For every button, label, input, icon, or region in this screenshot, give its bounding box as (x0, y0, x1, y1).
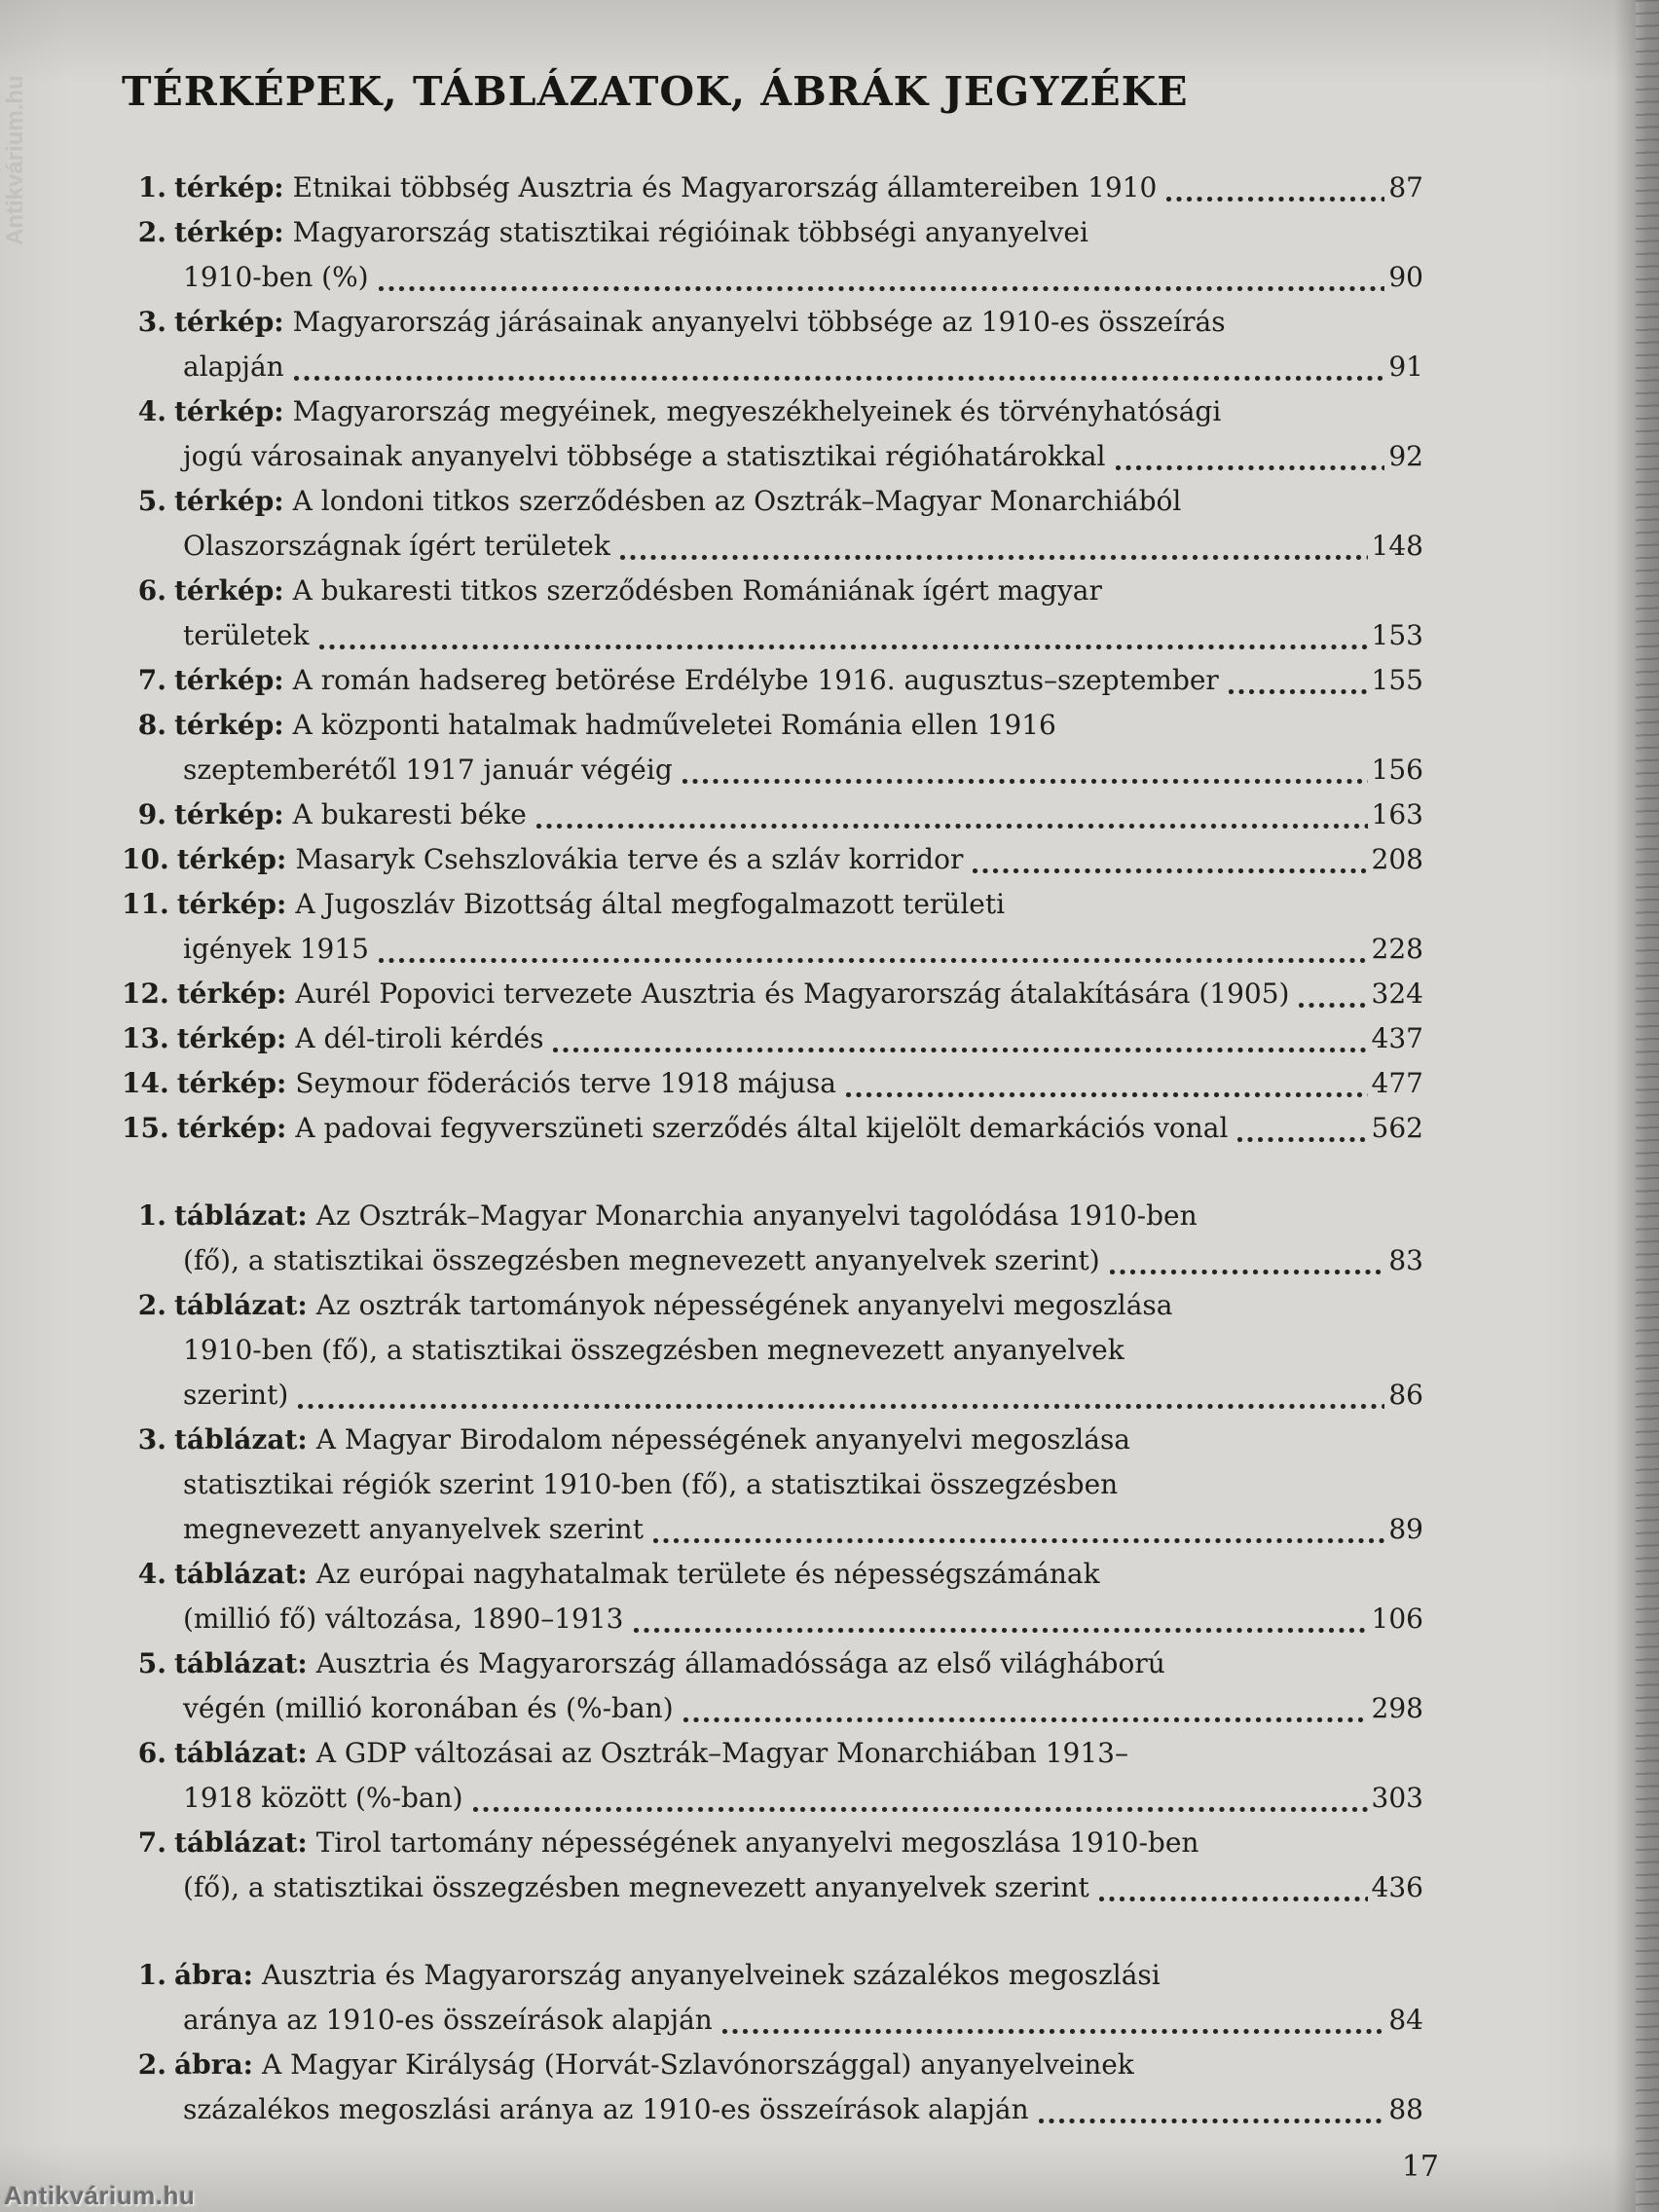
toc-entry (122, 793, 1423, 837)
dot-leader (722, 2029, 1385, 2034)
toc-line (122, 389, 1423, 434)
dot-leader (319, 645, 1368, 649)
entry-number: 4. (137, 1558, 166, 1590)
toc-line (122, 166, 1423, 210)
entry-kind-label: táblázat: (174, 1737, 308, 1769)
entry-title-text: A központi hatalmak hadműveletei Románia ellen 1916 (292, 709, 1056, 741)
entry-kind-label: térkép: (174, 485, 284, 517)
toc-entry (122, 2043, 1423, 2132)
toc-line (122, 210, 1423, 255)
entry-title-text: Masaryk Csehszlovákia terve és a szláv korridor (295, 843, 964, 875)
dot-leader (1116, 465, 1385, 470)
entry-kind-label: térkép: (176, 888, 287, 920)
toc-entry (122, 1821, 1423, 1910)
entry-title-text: Ausztria és Magyarország anyanyelveinek százalékos megoszlási (261, 1959, 1161, 1991)
entry-number: 11. (122, 888, 169, 920)
entry-number: 5. (137, 1647, 166, 1679)
toc-line (122, 748, 1423, 793)
dot-leader (634, 1628, 1368, 1633)
toc-line (122, 1328, 1423, 1373)
entry-kind-label: térkép: (174, 395, 284, 427)
entry-kind-label: táblázat: (174, 1647, 308, 1679)
entry-title-text: A londoni titkos szerződésben az Osztrák–Magyar Monarchiából (292, 485, 1182, 517)
entry-kind-label: térkép: (174, 798, 284, 830)
dot-leader (682, 779, 1368, 784)
toc-line (122, 479, 1423, 524)
entry-title-text: A Magyar Birodalom népességének anyanyelvi megoszlása (315, 1423, 1131, 1456)
toc-entry (122, 1552, 1423, 1641)
entry-title-text: megnevezett anyanyelvek szerint (183, 1513, 644, 1545)
toc-line (122, 2087, 1423, 2132)
entry-kind-label: térkép: (174, 574, 284, 607)
entry-page-number: 84 (1388, 2004, 1423, 2036)
page-edge-shadow (1614, 0, 1636, 2212)
toc-line (122, 972, 1423, 1016)
toc-entry (122, 882, 1423, 972)
toc-line (122, 613, 1423, 658)
entry-title-text: A bukaresti béke (292, 798, 527, 830)
toc-list (122, 166, 1423, 2132)
toc-line (122, 1731, 1423, 1776)
toc-line (122, 1865, 1423, 1910)
toc-line (122, 1462, 1423, 1507)
dot-leader (1237, 1137, 1367, 1142)
dot-leader (298, 1404, 1384, 1409)
entry-number: 3. (137, 306, 166, 338)
entry-kind-label: térkép: (174, 306, 284, 338)
toc-entry (122, 658, 1423, 703)
toc-line (122, 1418, 1423, 1462)
toc-line (122, 2043, 1423, 2087)
dot-leader (683, 1717, 1368, 1722)
toc-entry (122, 1061, 1423, 1106)
toc-line (122, 1238, 1423, 1283)
entry-kind-label: táblázat: (174, 1826, 308, 1859)
entry-title-text: 1918 között (%-ban) (183, 1782, 463, 1814)
dot-leader (1229, 689, 1368, 694)
entry-page-number: 228 (1371, 933, 1423, 965)
toc-line (122, 1194, 1423, 1238)
toc-line (122, 1016, 1423, 1061)
watermark-bottom-left: Antikvárium.hu (4, 2181, 196, 2210)
toc-line (122, 837, 1423, 882)
entry-title-text: Magyarország járásainak anyanyelvi többsége az 1910-es összeírás (292, 306, 1226, 338)
toc-entry (122, 972, 1423, 1016)
entry-title-text: Etnikai többség Ausztria és Magyarország államtereiben 1910 (292, 171, 1158, 203)
toc-entry (122, 166, 1423, 210)
dot-leader (846, 1092, 1368, 1097)
dot-leader (473, 1807, 1368, 1812)
entry-title-text: jogú városainak anyanyelvi többsége a statisztikai régióhatárokkal (183, 440, 1106, 472)
toc-entry (122, 1106, 1423, 1151)
dot-leader (294, 376, 1385, 381)
toc-line (122, 434, 1423, 479)
entry-kind-label: ábra: (174, 2048, 253, 2081)
dot-leader (379, 286, 1385, 291)
toc-line (122, 1953, 1423, 1998)
entry-page-number: 86 (1388, 1379, 1423, 1411)
toc-line (122, 658, 1423, 703)
entry-page-number: 324 (1371, 977, 1423, 1010)
entry-title-text: A dél-tiroli kérdés (295, 1022, 544, 1054)
entry-title-text: szerint) (183, 1379, 289, 1411)
toc-line (122, 1373, 1423, 1418)
entry-page-number: 163 (1371, 798, 1423, 830)
toc-entry (122, 479, 1423, 569)
toc-line (122, 1776, 1423, 1821)
entry-kind-label: térkép: (176, 977, 287, 1010)
entry-kind-label: térkép: (176, 843, 287, 875)
toc-entry (122, 703, 1423, 793)
page-number: 17 (1401, 2150, 1439, 2184)
entry-number: 7. (137, 1826, 166, 1859)
entry-page-number: 91 (1388, 350, 1423, 383)
entry-title-text: Ausztria és Magyarország államadóssága az első világháború (315, 1647, 1165, 1679)
entry-title-text: Az európai nagyhatalmak területe és népességszámának (315, 1558, 1100, 1590)
toc-line (122, 255, 1423, 300)
toc-entry (122, 1641, 1423, 1731)
entry-title-text: aránya az 1910-es összeírások alapján (183, 2004, 713, 2036)
entry-page-number: 437 (1371, 1022, 1423, 1054)
entry-title-text: Magyarország megyéinek, megyeszékhelyeinek és törvényhatósági (292, 395, 1222, 427)
entry-page-number: 90 (1388, 261, 1423, 293)
toc-line (122, 524, 1423, 569)
toc-line (122, 927, 1423, 972)
entry-title-text: Seymour föderációs terve 1918 májusa (295, 1067, 836, 1099)
entry-title-text: A Magyar Királyság (Horvát-Szlavónországgal) anyanyelveinek (261, 2048, 1134, 2081)
toc-entry (122, 569, 1423, 658)
dot-leader (379, 958, 1368, 963)
entry-page-number: 83 (1388, 1244, 1423, 1276)
dot-leader (1039, 2119, 1385, 2123)
entry-number: 14. (122, 1067, 169, 1099)
toc-line (122, 345, 1423, 389)
entry-number: 6. (137, 574, 166, 607)
dot-leader (536, 824, 1368, 829)
dot-leader (1110, 1270, 1385, 1274)
entry-page-number: 436 (1371, 1871, 1423, 1903)
toc-line (122, 1821, 1423, 1865)
dot-leader (1299, 1003, 1367, 1008)
entry-kind-label: térkép: (174, 216, 284, 248)
entry-title-text: Tirol tartomány népességének anyanyelvi megoszlása 1910-ben (315, 1826, 1199, 1859)
entry-kind-label: térkép: (174, 171, 284, 203)
entry-number: 5. (137, 485, 166, 517)
entry-page-number: 89 (1388, 1513, 1423, 1545)
entry-title-text: (fő), a statisztikai összegzésben megnevezett anyanyelvek szerint) (183, 1244, 1100, 1276)
entry-number: 1. (137, 1959, 166, 1991)
entry-page-number: 155 (1371, 664, 1423, 696)
entry-title-text: A román hadsereg betörése Erdélybe 1916. augusztus–szeptember (292, 664, 1219, 696)
entry-title-text: A GDP változásai az Osztrák–Magyar Monarchiában 1913– (315, 1737, 1128, 1769)
entry-page-number: 208 (1371, 843, 1423, 875)
entry-number: 10. (122, 843, 169, 875)
entry-title-text: Magyarország statisztikai régióinak többségi anyanyelvei (292, 216, 1088, 248)
entry-number: 12. (122, 977, 169, 1010)
entry-title-text: A bukaresti titkos szerződésben Romániának ígért magyar (292, 574, 1102, 607)
entry-title-text: végén (millió koronában és (%-ban) (183, 1692, 674, 1724)
toc-line (122, 1686, 1423, 1731)
entry-page-number: 477 (1371, 1067, 1423, 1099)
toc-entry (122, 1016, 1423, 1061)
entry-page-number: 106 (1371, 1603, 1423, 1635)
entry-kind-label: ábra: (174, 1959, 253, 1991)
toc-line (122, 1641, 1423, 1686)
entry-title-text: (fő), a statisztikai összegzésben megnevezett anyanyelvek szerint (183, 1871, 1089, 1903)
toc-entry (122, 1953, 1423, 2043)
toc-line (122, 703, 1423, 748)
entry-page-number: 92 (1388, 440, 1423, 472)
entry-title-text: Az osztrák tartományok népességének anyanyelvi megoszlása (315, 1289, 1173, 1321)
book-page-edge (1636, 0, 1659, 2212)
toc-entry (122, 210, 1423, 300)
entry-number: 8. (137, 709, 166, 741)
entry-title-text: 1910-ben (fő), a statisztikai összegzésben megnevezett anyanyelvek (183, 1334, 1124, 1366)
dot-leader (973, 868, 1367, 873)
section-maps (122, 166, 1423, 1151)
entry-title-text: területek (183, 619, 310, 651)
toc-line (122, 1507, 1423, 1552)
toc-line (122, 793, 1423, 837)
entry-number: 13. (122, 1022, 169, 1054)
entry-page-number: 88 (1388, 2093, 1423, 2125)
page-content (122, 68, 1439, 2184)
toc-line (122, 1283, 1423, 1328)
toc-line (122, 1597, 1423, 1641)
toc-entry (122, 1283, 1423, 1418)
entry-kind-label: térkép: (174, 664, 284, 696)
dot-leader (1099, 1897, 1368, 1901)
dot-leader (620, 555, 1368, 560)
toc-entry (122, 389, 1423, 479)
entry-number: 2. (137, 2048, 166, 2081)
dot-leader (1166, 197, 1384, 202)
toc-entry (122, 300, 1423, 389)
entry-title-text: (millió fő) változása, 1890–1913 (183, 1603, 624, 1635)
toc-line (122, 1552, 1423, 1597)
entry-title-text: alapján (183, 350, 284, 383)
entry-number: 4. (137, 395, 166, 427)
toc-entry (122, 1418, 1423, 1552)
toc-line (122, 569, 1423, 613)
entry-number: 15. (122, 1112, 169, 1144)
toc-entry (122, 1731, 1423, 1821)
entry-title-text: statisztikai régiók szerint 1910-ben (fő), a statisztikai összegzésben (183, 1468, 1119, 1500)
entry-page-number: 148 (1371, 530, 1423, 562)
entry-number: 2. (137, 216, 166, 248)
entry-title-text: szeptemberétől 1917 január végéig (183, 754, 673, 786)
page-title: TÉRKÉPEK, TÁBLÁZATOK, ÁBRÁK JEGYZÉKE (122, 68, 1189, 115)
toc-entry (122, 837, 1423, 882)
entry-page-number: 153 (1371, 619, 1423, 651)
entry-page-number: 156 (1371, 754, 1423, 786)
watermark-side: Antikvárium.hu (2, 75, 28, 245)
entry-number: 9. (137, 798, 166, 830)
entry-kind-label: táblázat: (174, 1199, 308, 1232)
entry-title-text: százalékos megoszlási aránya az 1910-es összeírások alapján (183, 2093, 1029, 2125)
entry-number: 3. (137, 1423, 166, 1456)
toc-line (122, 300, 1423, 345)
toc-entry (122, 1194, 1423, 1283)
entry-number: 1. (137, 1199, 166, 1232)
dot-leader (553, 1048, 1367, 1052)
entry-title-text: Aurél Popovici tervezete Ausztria és Magyarország átalakítására (1905) (295, 977, 1290, 1010)
entry-title-text: A padovai fegyverszüneti szerződés által kijelölt demarkációs vonal (295, 1112, 1229, 1144)
toc-line (122, 1998, 1423, 2043)
entry-kind-label: térkép: (176, 1022, 287, 1054)
entry-page-number: 562 (1371, 1112, 1423, 1144)
entry-title-text: A Jugoszláv Bizottság által megfogalmazott területi (295, 888, 1006, 920)
toc-line (122, 882, 1423, 927)
section-tables (122, 1194, 1423, 1910)
entry-number: 7. (137, 664, 166, 696)
entry-number: 2. (137, 1289, 166, 1321)
section-figures (122, 1953, 1423, 2132)
entry-page-number: 87 (1388, 171, 1423, 203)
entry-number: 1. (137, 171, 166, 203)
entry-title-text: Olaszországnak ígért területek (183, 530, 610, 562)
entry-title-text: 1910-ben (%) (183, 261, 369, 293)
entry-kind-label: táblázat: (174, 1558, 308, 1590)
entry-page-number: 298 (1371, 1692, 1423, 1724)
entry-title-text: igények 1915 (183, 933, 369, 965)
entry-page-number: 303 (1371, 1782, 1423, 1814)
entry-kind-label: térkép: (176, 1112, 287, 1144)
entry-title-text: Az Osztrák–Magyar Monarchia anyanyelvi tagolódása 1910-ben (315, 1199, 1198, 1232)
toc-line (122, 1106, 1423, 1151)
entry-number: 6. (137, 1737, 166, 1769)
entry-kind-label: táblázat: (174, 1423, 308, 1456)
toc-line (122, 1061, 1423, 1106)
entry-kind-label: térkép: (174, 709, 284, 741)
entry-kind-label: térkép: (176, 1067, 287, 1099)
dot-leader (653, 1538, 1384, 1543)
entry-kind-label: táblázat: (174, 1289, 308, 1321)
